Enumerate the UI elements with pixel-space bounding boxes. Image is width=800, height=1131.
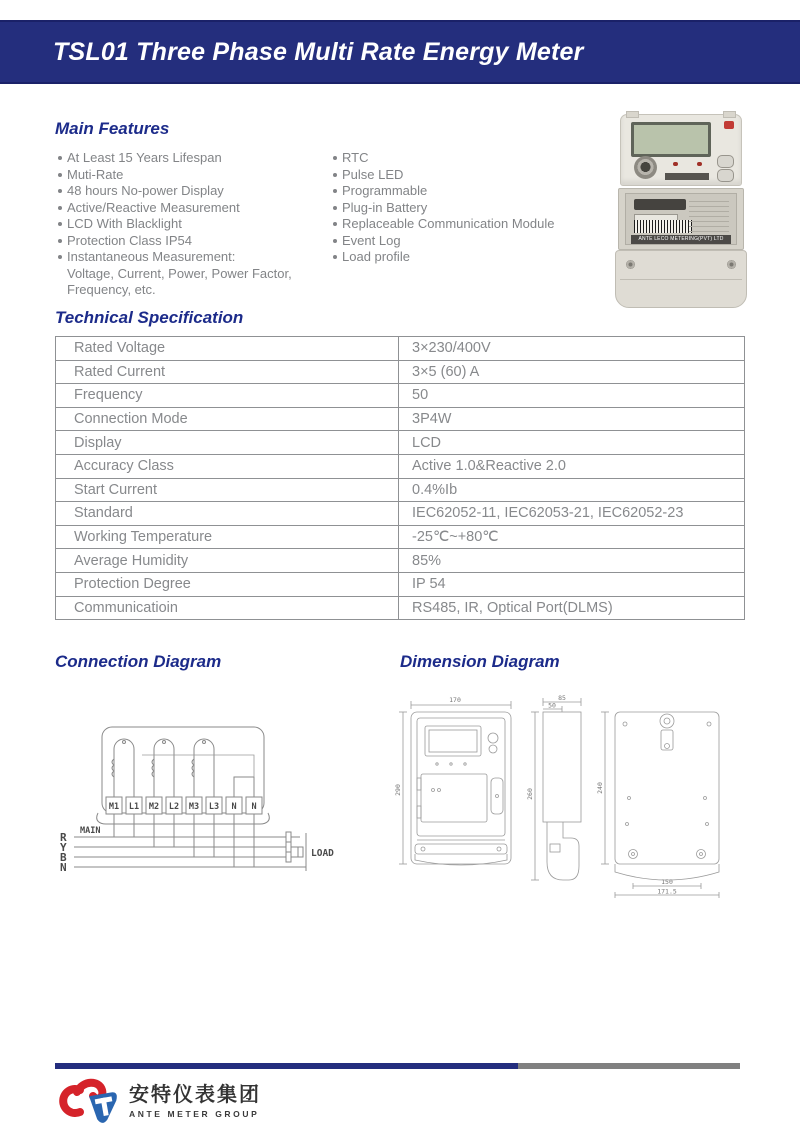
bullet-icon [333, 156, 337, 160]
barcode [634, 220, 692, 233]
terminal-label: M1 [108, 802, 120, 812]
spec-row [56, 549, 745, 573]
spec-value: RS485, IR, Optical Port(DLMS) [399, 596, 745, 620]
meter-button [717, 155, 734, 168]
feature-item-continuation: Frequency, etc. [67, 282, 156, 297]
footer-divider-bar [55, 1063, 740, 1069]
dim-front-height: 290 [394, 784, 402, 796]
dim-back-bottom-outer: 171.5 [657, 887, 677, 896]
product-photo [602, 112, 760, 310]
bullet-icon [58, 206, 62, 210]
technical-specification-heading: Technical Specification [55, 308, 244, 327]
phase-label: B [60, 851, 67, 864]
spec-row [56, 572, 745, 596]
spec-value: LCD [399, 431, 745, 455]
feature-item: Muti-Rate [58, 167, 328, 184]
features-left-column [58, 150, 328, 299]
terminal-label: N [231, 802, 237, 812]
connection-diagram [52, 697, 352, 892]
meter-button [717, 169, 734, 182]
spec-label: Accuracy Class [56, 454, 399, 478]
spec-label: Connection Mode [56, 407, 399, 431]
dimension-diagram-heading: Dimension Diagram [400, 652, 560, 671]
meter-lcd [631, 122, 711, 157]
feature-item: Instantaneous Measurement: Voltage, Current, Power, Power Factor, Frequency, etc. [58, 249, 328, 299]
bullet-icon [58, 189, 62, 193]
spec-label: Protection Degree [56, 572, 399, 596]
pulse-led [697, 162, 702, 166]
feature-item: Event Log [333, 233, 583, 250]
dim-back-bottom-inner: 150 [661, 878, 673, 886]
feature-item: Replaceable Communication Module [333, 216, 583, 233]
nameplate-text-lines [689, 201, 729, 233]
phase-label: Y [60, 841, 67, 854]
bullet-icon [333, 173, 337, 177]
spec-row [56, 407, 745, 431]
dim-side-depth: 85 [558, 694, 566, 702]
feature-item: Load profile [333, 249, 583, 266]
spec-value: 3×5 (60) A [399, 360, 745, 384]
feature-item: 48 hours No-power Display [58, 183, 328, 200]
feature-item: Programmable [333, 183, 583, 200]
screw-icon [727, 260, 736, 269]
feature-item: Plug-in Battery [333, 200, 583, 217]
meter-top-module [620, 114, 742, 186]
spec-label: Rated Voltage [56, 337, 399, 361]
phase-label: R [60, 831, 67, 844]
cover-seam [620, 279, 742, 280]
spec-row [56, 502, 745, 526]
bullet-icon [333, 189, 337, 193]
spec-label: Average Humidity [56, 549, 399, 573]
spec-value: IP 54 [399, 572, 745, 596]
spec-value: 3P4W [399, 407, 745, 431]
bullet-icon [58, 255, 62, 259]
connection-diagram-heading: Connection Diagram [55, 652, 222, 671]
spec-label: Frequency [56, 384, 399, 408]
terminal-label: N [251, 802, 257, 812]
bullet-icon [58, 156, 62, 160]
spec-value: 3×230/400V [399, 337, 745, 361]
spec-row [56, 384, 745, 408]
dimension-diagram [393, 694, 745, 900]
meter-nameplate [618, 188, 744, 250]
spec-value: IEC62052-11, IEC62053-21, IEC62052-23 [399, 502, 745, 526]
spec-row [56, 478, 745, 502]
dim-side-height: 260 [526, 788, 534, 800]
optical-port [634, 156, 657, 179]
feature-item: Active/Reactive Measurement [58, 200, 328, 217]
spec-label: Display [56, 431, 399, 455]
spec-table [55, 336, 745, 620]
spec-value: 50 [399, 384, 745, 408]
screw-icon [626, 260, 635, 269]
meter-label-strip [665, 173, 709, 180]
terminal-label: L2 [168, 802, 180, 812]
spec-value: Active 1.0&Reactive 2.0 [399, 454, 745, 478]
terminal-label: M3 [188, 802, 200, 812]
dim-front-width: 170 [449, 696, 461, 704]
terminal-label: L1 [128, 802, 140, 812]
feature-item: Protection Class IP54 [58, 233, 328, 250]
terminal-label: M2 [148, 802, 160, 812]
spec-label: Standard [56, 502, 399, 526]
feature-item: RTC [333, 150, 583, 167]
pulse-led [673, 162, 678, 166]
nameplate-panel [625, 193, 737, 245]
spec-label: Rated Current [56, 360, 399, 384]
feature-item: LCD With Blacklight [58, 216, 328, 233]
load-label: LOAD [311, 848, 334, 859]
bullet-icon [58, 239, 62, 243]
meter-tab [626, 111, 639, 118]
brand-band: ANTE LECO METERING(PVT) LTD [631, 235, 731, 244]
spec-label: Working Temperature [56, 525, 399, 549]
dim-back-mounting-height: 240 [596, 782, 604, 794]
bullet-icon [333, 206, 337, 210]
features-right-column [333, 150, 583, 266]
bullet-icon [333, 222, 337, 226]
meter-logo-mark [724, 121, 734, 129]
energy-meter-image [615, 112, 747, 306]
main-label: MAIN [80, 826, 101, 836]
spec-row [56, 360, 745, 384]
feature-item-continuation: Voltage, Current, Power, Power Factor, [67, 265, 292, 281]
feature-item: At Least 15 Years Lifespan [58, 150, 328, 167]
spec-row [56, 454, 745, 478]
bullet-icon [58, 222, 62, 226]
nameplate-window [634, 199, 686, 210]
bullet-icon [58, 173, 62, 177]
spec-label: Communicatioin [56, 596, 399, 620]
footer-divider-bar-blue [55, 1063, 518, 1069]
spec-value: -25℃~+80℃ [399, 525, 745, 549]
company-name-cn: 安特仪表集团 [129, 1084, 261, 1106]
spec-value: 0.4%Ib [399, 478, 745, 502]
bullet-icon [333, 239, 337, 243]
company-name-en: ANTE METER GROUP [129, 1109, 260, 1119]
dim-side-inner-depth: 50 [548, 701, 556, 710]
phase-label: N [60, 861, 67, 874]
feature-item: Pulse LED [333, 167, 583, 184]
bullet-icon [333, 255, 337, 259]
spec-row [56, 596, 745, 620]
spec-value: 85% [399, 549, 745, 573]
spec-row [56, 337, 745, 361]
company-logo [55, 1076, 261, 1126]
ante-logo-mark [55, 1076, 121, 1126]
header-banner [0, 20, 800, 84]
main-features-heading: Main Features [55, 119, 170, 138]
page-title: TSL01 Three Phase Multi Rate Energy Meter [53, 37, 584, 66]
terminal-cover [615, 250, 747, 308]
terminal-label: L3 [208, 802, 220, 812]
meter-tab [723, 111, 736, 118]
spec-label: Start Current [56, 478, 399, 502]
spec-row [56, 525, 745, 549]
spec-row [56, 431, 745, 455]
